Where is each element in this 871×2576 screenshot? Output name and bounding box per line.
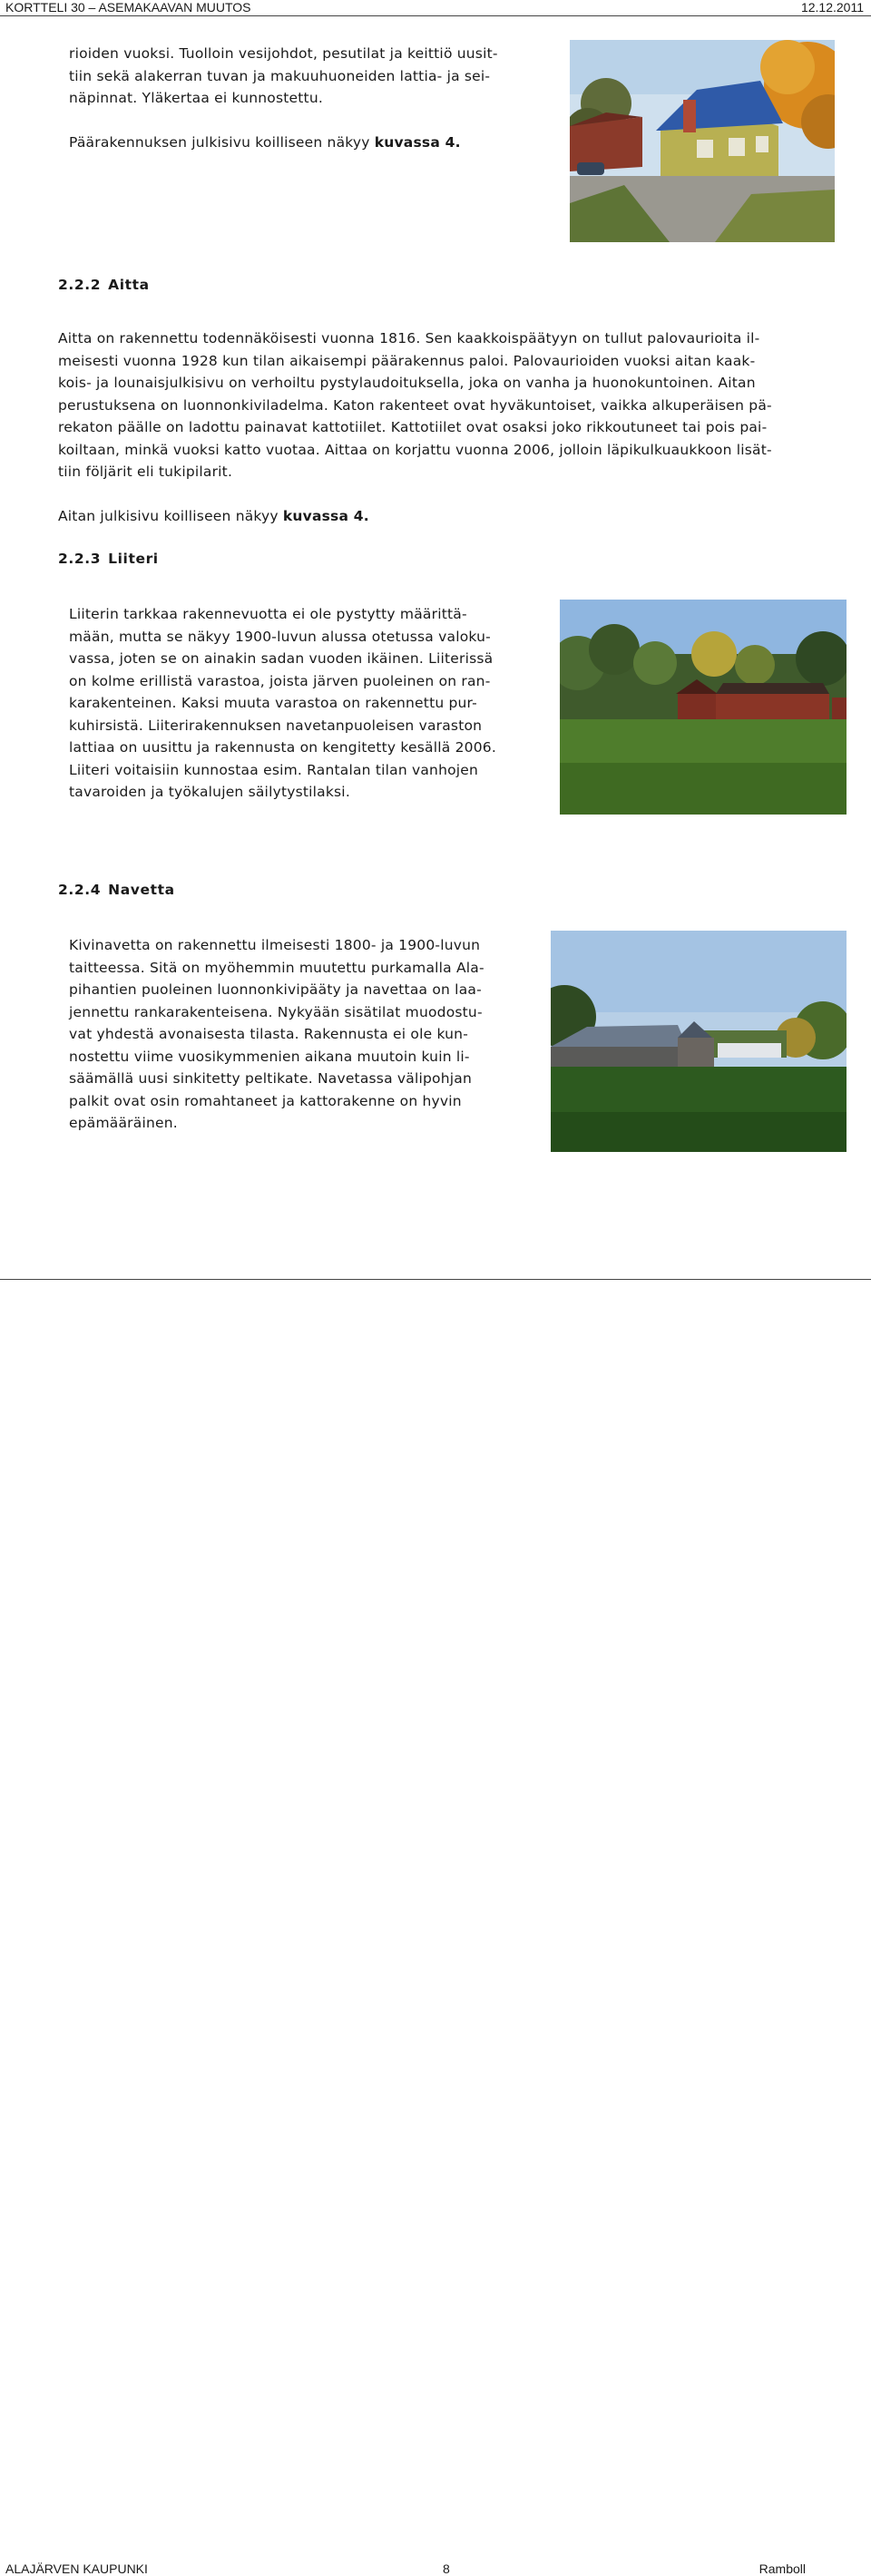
aitta-paragraph: [58, 327, 860, 527]
text-line: meisesti vuonna 1928 kun tilan aikaisempi päärakennus paloi. Palovaurioiden vuoksi aitan kaak-: [58, 352, 756, 369]
text-line: karakenteinen. Kaksi muuta varastoa on rakennettu pur-: [69, 695, 477, 711]
figure-reference: [69, 132, 541, 154]
text-line: Liiteri voitaisiin kunnostaa esim. Rantalan tilan vanhojen: [69, 761, 479, 778]
page-number: 8: [443, 2561, 450, 2576]
section-title: Navetta: [108, 882, 175, 898]
figure-ref-link: kuvassa 4.: [374, 133, 461, 151]
page-footer: [0, 1277, 871, 2576]
footer-company: Ramboll: [758, 2561, 806, 2576]
section-heading-liiteri: [58, 551, 159, 567]
page-header: [0, 0, 871, 15]
section-heading-aitta: [58, 277, 150, 293]
text-line: lattiaa on uusittu ja rakennusta on kengitetty kesällä 2006.: [69, 739, 496, 756]
section-title: Liiteri: [108, 551, 159, 567]
section-number: 2.2.3: [58, 551, 102, 567]
text-line: tiin följärit eli tukipilarit.: [58, 463, 233, 480]
text-line: kuhirsistä. Liiterirakennuksen navetanpuoleisen varaston: [69, 717, 483, 734]
figure-ref-text: Aitan julkisivu koilliseen näkyy: [58, 507, 283, 524]
text-line: mään, mutta se näkyy 1900-luvun alussa otetussa valoku-: [69, 628, 491, 645]
text-line: vassa, joten se on ainakin sadan vuoden ikäinen. Liiterissä: [69, 650, 494, 667]
section-number: 2.2.2: [58, 277, 102, 293]
text-line: Liiterin tarkkaa rakennevuotta ei ole pystytty määrittä-: [69, 606, 467, 622]
header-rule: [0, 15, 871, 16]
main-building-photo: [570, 40, 835, 242]
liiteri-paragraph: [69, 603, 541, 804]
figure-ref-text: Päärakennuksen julkisivu koilliseen näkyy: [69, 133, 375, 151]
liiteri-photo: [560, 600, 847, 815]
text-line: palkit ovat osin romahtaneet ja kattorakenne on hyvin: [69, 1092, 462, 1109]
text-line: nostettu viime vuosikymmenien aikana muutoin kuin li-: [69, 1048, 470, 1065]
document-date: 12.12.2011: [800, 0, 864, 15]
navetta-paragraph: [69, 934, 533, 1135]
text-line: pihantien puoleinen luonnonkivipääty ja navettaa on laa-: [69, 981, 482, 998]
text-line: rioiden vuoksi. Tuolloin vesijohdot, pesutilat ja keittiö uusit-: [69, 45, 498, 62]
figure-reference: [58, 505, 860, 528]
intro-paragraph: [69, 43, 541, 153]
footer-organization: ALAJÄRVEN KAUPUNKI: [5, 2561, 148, 2576]
text-line: on kolme erillistä varastoa, joista järven puoleinen on ran-: [69, 672, 491, 689]
text-line: näpinnat. Yläkertaa ei kunnostettu.: [69, 90, 323, 106]
text-line: epämääräinen.: [69, 1115, 178, 1131]
figure-ref-link: kuvassa 4.: [282, 507, 369, 524]
text-line: vat yhdestä avonaisesta tilasta. Rakennusta ei ole kun-: [69, 1026, 468, 1042]
text-line: rekaton päälle on ladottu painavat kattotiilet. Kattotiilet ovat osaksi joko rikkoutuneet tai pois pai-: [58, 419, 768, 435]
navetta-photo: [551, 931, 847, 1152]
text-line: tavaroiden ja työkalujen säilytystilaksi.: [69, 784, 350, 800]
text-line: Kivinavetta on rakennettu ilmeisesti 1800- ja 1900-luvun: [69, 937, 481, 953]
text-line: koiltaan, minkä vuoksi katto vuotaa. Aittaa on korjattu vuonna 2006, jolloin läpikulkuaukkoon lisät-: [58, 441, 772, 458]
section-heading-navetta: [58, 882, 175, 898]
text-line: perustuksena on luonnonkiviladelma. Katon rakenteet ovat hyväkuntoiset, vaikka alkuperäisen pä-: [58, 396, 772, 414]
text-line: jennettu rankarakenteisena. Nykyään sisätilat muodostu-: [69, 1003, 483, 1020]
section-number: 2.2.4: [58, 882, 102, 898]
text-line: kois- ja lounaisjulkisivu on verhoiltu pystylaudoituksella, joka on vanha ja huonokuntoinen. Aitan: [58, 375, 756, 391]
section-title: Aitta: [108, 277, 150, 293]
text-line: Aitta on rakennettu todennäköisesti vuonna 1816. Sen kaakkoispäätyyn on tullut palovaurioita il-: [58, 330, 760, 346]
text-line: taitteessa. Sitä on myöhemmin muutettu purkamalla Ala-: [69, 959, 484, 976]
text-line: tiin sekä alakerran tuvan ja makuuhuoneiden lattia- ja sei-: [69, 67, 491, 84]
document-title: KORTTELI 30 – ASEMAKAAVAN MUUTOS: [5, 0, 251, 15]
text-line: säämällä uusi sinkitetty peltikate. Navetassa välipohjan: [69, 1070, 472, 1087]
